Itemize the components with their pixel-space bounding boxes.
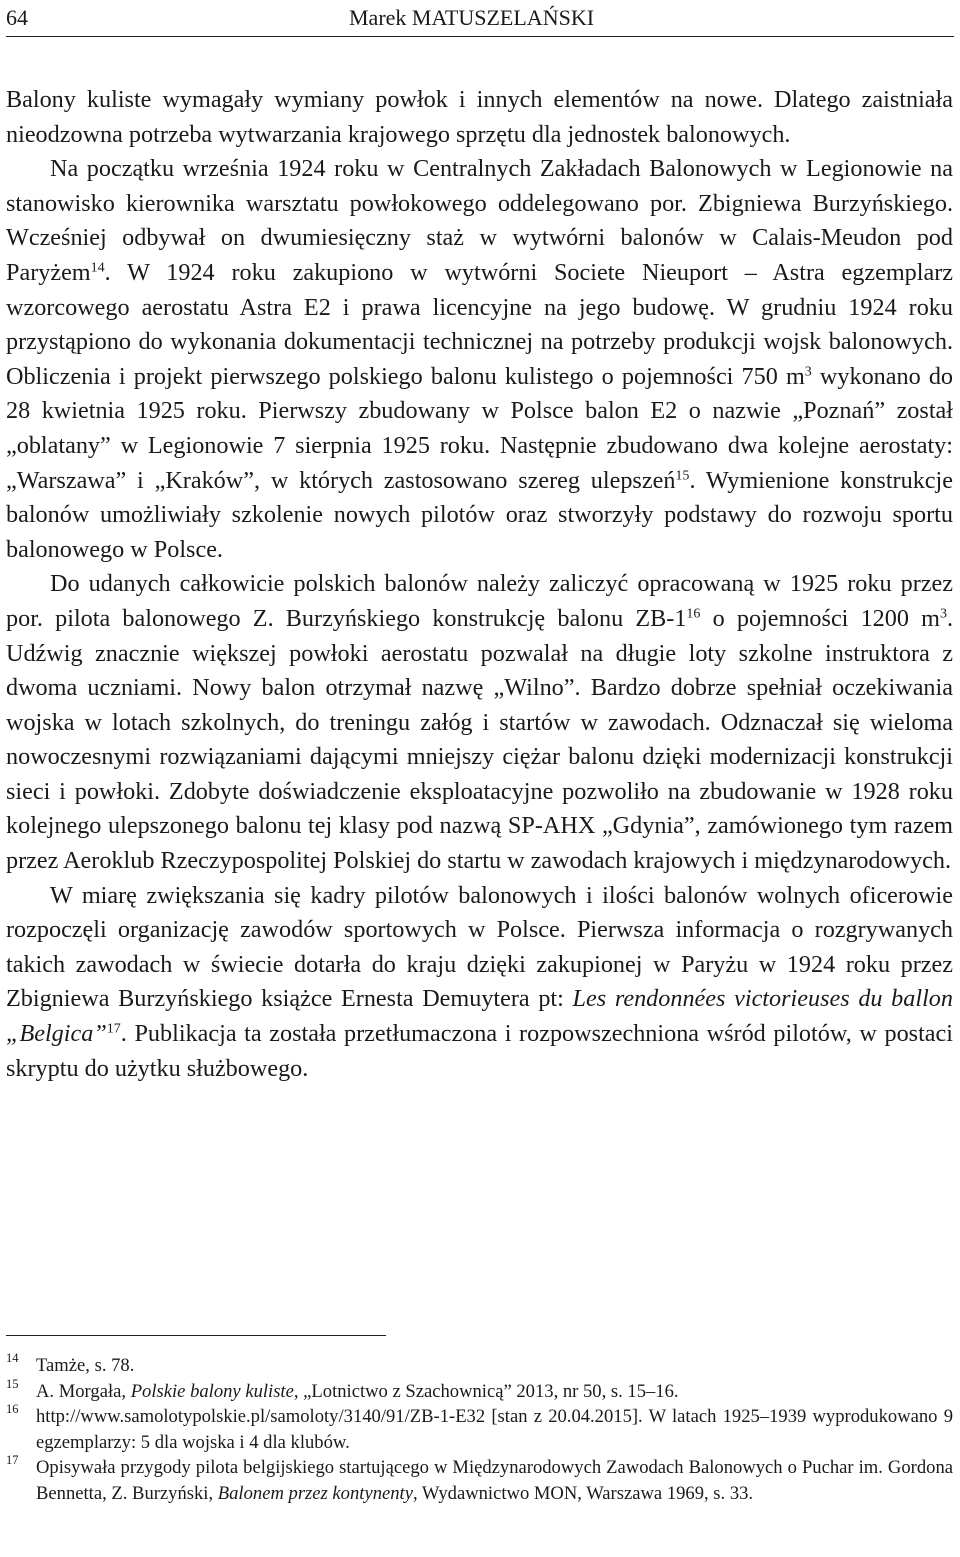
footnote-text: A. Morgała, bbox=[36, 1380, 131, 1402]
text-run: Na początku września 1924 roku w Centralnych Zakładach Balonowych w Legionowie na stanowisko kierownika warsztatu powłokowego oddelegowano por. Zbigniewa Burzyńskiego. Wcześniej odbywał on dwumiesięczny staż w wytwórni balonów w Calais-Meudon pod Paryżem bbox=[6, 155, 953, 286]
footnote-text: , „Lotnictwo z Szachownicą” 2013, nr 50, s. 15–16. bbox=[293, 1380, 679, 1402]
text-run: . W 1924 roku zakupiono w wytwórni Societe Nieuport – Astra egzemplarz wzorcowego aerostatu Astra E2 i prawa licencyjne na jego budowę. W grudniu 1924 roku przystąpiono do wykonania dokumentacji technicznej na potrzeby produkcji wojsk balonowych. Obliczenia i projekt pierwszego polskiego balonu kulistego o pojemności 750 m bbox=[6, 258, 953, 390]
italic-title: Polskie balony kuliste bbox=[130, 1380, 294, 1402]
footnote bbox=[6, 1376, 953, 1405]
footnote-text: Opisywała przygody pilota belgijskiego startującego w Międzynarodowych Zawodach Balonowych o Puchar im. Gordona Bennetta, Z. Burzyński, bbox=[36, 1457, 953, 1504]
header-rule bbox=[6, 36, 954, 37]
footnote-reference: 16 bbox=[686, 605, 701, 622]
footnote-text: Tamże, s. 78. bbox=[36, 1355, 135, 1376]
text-run: Balony kuliste wymagały wymiany powłok i innych elementów na nowe. Dlatego zaistniała nieodzowna potrzeba wytwarzania krajowego sprzętu dla jednostek balonowych. bbox=[6, 86, 953, 148]
footnote-number: 14 bbox=[6, 1351, 19, 1365]
footnote bbox=[6, 1455, 953, 1506]
text-run: . Wymienione konstrukcje balonów umożliwiały szkolenie nowych pilotów oraz stworzyły podstawy do rozwoju sportu balonowego w Polsce. bbox=[6, 466, 953, 563]
footnote-reference: 3 bbox=[939, 605, 947, 622]
text-run: Do udanych całkowicie polskich balonów należy zaliczyć opracowaną w 1925 roku przez por. pilota balonowego Z. Burzyńskiego konstrukcję balonu ZB-1 bbox=[6, 570, 953, 632]
text-run: . Udźwig znacznie większej powłoki aerostatu pozwalał na długie loty szkolne instruktora z dwoma uczniami. Nowy balon otrzymał nazwę „Wilno”. Bardzo dobrze spełniał oczekiwania wojska w lotach szkolnych, do treningu załóg i startów w zawodach. Odznaczał się wieloma nowoczesnymi rozwiązaniami dającymi mniejszy ciężar balonu dzięki modernizacji konstrukcji sieci i powłoki. Zdobyte doświadczenie eksploatacyjne pozwoliło na zbudowanie w 1928 roku kolejnego ulepszonego balonu tej klasy pod nazwą SP-AHX „Gdynia”, zamówionego tym razem przez Aeroklub Rzeczypospolitej Polskiej do startu w zawodach krajowych i międzynarodowych. bbox=[6, 604, 954, 875]
footnote-number: 16 bbox=[6, 1402, 19, 1417]
footnote-reference: 3 bbox=[804, 363, 812, 380]
footnotes bbox=[6, 1353, 953, 1507]
text-run: wykonano do 28 kwietnia 1925 roku. Pierwszy zbudowany w Polsce balon E2 o nazwie „Poznań” został „oblatany” w Legionowie 7 sierpnia 1925 roku. Następnie zbudowano dwa kolejne aerostaty: „Warszawa” i „Kraków”, w których zastosowano szereg ulepszeń bbox=[6, 362, 954, 494]
italic-title: Les rendonnées victorieuses du ballon „Belgica” bbox=[6, 985, 953, 1048]
paragraph bbox=[6, 83, 953, 152]
footnote-text: , Wydawnictwo MON, Warszawa 1969, s. 33. bbox=[412, 1482, 754, 1504]
footnote bbox=[6, 1404, 953, 1455]
footnote-reference: 15 bbox=[675, 466, 690, 483]
italic-title: Balonem przez kontynenty bbox=[217, 1482, 413, 1504]
footnote-text: http://www.samolotypolskie.pl/samoloty/3140/91/ZB-1-E32 [stan z 20.04.2015]. W latach 1925–1939 wyprodukowano 9 egzemplarzy: 5 dla wojska i 4 dla klubów. bbox=[36, 1406, 953, 1453]
text-run: W miarę zwiększania się kadry pilotów balonowych i ilości balonów wolnych oficerowie rozpoczęli organizację zawodów sportowych w Polsce. Pierwsza informacja o rozgrywanych takich zawodach w świecie dotarła do kraju dzięki zakupionej w Paryżu w 1924 roku przez Zbigniewa Burzyńskiego książce Ernesta Demuytera pt: bbox=[6, 881, 953, 1013]
running-title: Marek MATUSZELAŃSKI bbox=[349, 5, 595, 30]
paragraph bbox=[6, 152, 953, 567]
footnote bbox=[6, 1353, 953, 1379]
paragraph bbox=[6, 567, 953, 878]
footnote-number: 17 bbox=[6, 1453, 19, 1468]
footnote-reference: 17 bbox=[106, 1020, 121, 1037]
footnote-number: 15 bbox=[6, 1376, 19, 1391]
footnote-reference: 14 bbox=[90, 259, 105, 276]
paragraph bbox=[6, 879, 953, 1087]
text-run: . Publikacja ta została przetłumaczona i rozpowszechniona wśród pilotów, w postaci skryptu do użytku służbowego. bbox=[6, 1020, 953, 1082]
body-text bbox=[6, 83, 953, 1086]
footnote-separator bbox=[6, 1335, 386, 1336]
text-run: o pojemności 1200 m bbox=[700, 604, 940, 632]
running-header bbox=[6, 4, 952, 32]
page-number: 64 bbox=[6, 5, 28, 30]
